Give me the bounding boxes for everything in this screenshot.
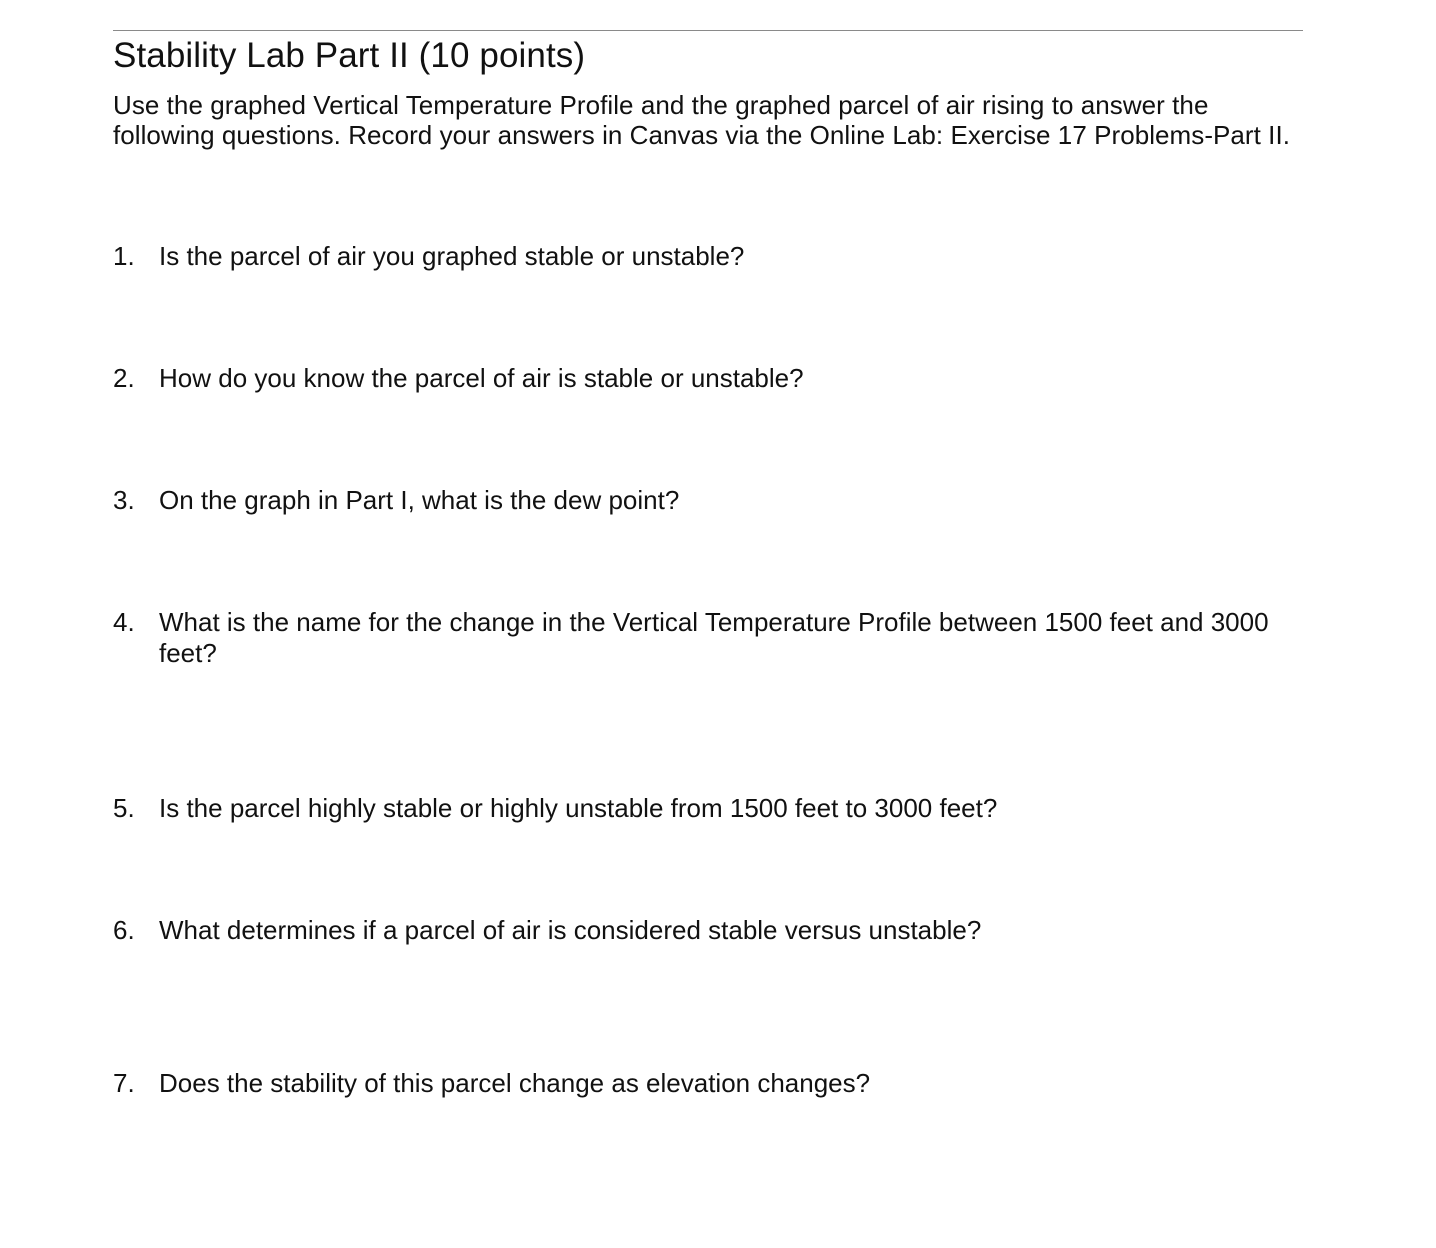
question-text: Does the stability of this parcel change as elevation changes? (159, 1068, 871, 1098)
question-item (113, 1068, 1308, 1099)
question-text: What is the name for the change in the Vertical Temperature Profile between 1500 feet and 3000 feet? (159, 607, 1269, 668)
question-item (113, 915, 1308, 946)
question-item (113, 485, 1308, 516)
question-text: Is the parcel of air you graphed stable or unstable? (159, 241, 745, 271)
top-divider (113, 30, 1303, 31)
question-item (113, 241, 1308, 272)
question-number: 5. (113, 793, 135, 823)
question-number: 1. (113, 241, 135, 271)
question-text: Is the parcel highly stable or highly unstable from 1500 feet to 3000 feet? (159, 793, 998, 823)
question-number: 7. (113, 1068, 135, 1098)
question-item (113, 363, 1308, 394)
intro-paragraph: Use the graphed Vertical Temperature Profile and the graphed parcel of air rising to answer the following questions. Record your answers in Canvas via the Online Lab: Exercise 17 Problems-Part II. (113, 90, 1291, 150)
question-text: On the graph in Part I, what is the dew point? (159, 485, 680, 515)
question-item (113, 793, 1308, 824)
question-text: How do you know the parcel of air is stable or unstable? (159, 363, 804, 393)
question-number: 6. (113, 915, 135, 945)
question-item (113, 607, 1308, 669)
page-title: Stability Lab Part II (10 points) (113, 36, 586, 75)
question-number: 2. (113, 363, 135, 393)
question-text: What determines if a parcel of air is considered stable versus unstable? (159, 915, 982, 945)
question-number: 4. (113, 607, 135, 637)
question-number: 3. (113, 485, 135, 515)
